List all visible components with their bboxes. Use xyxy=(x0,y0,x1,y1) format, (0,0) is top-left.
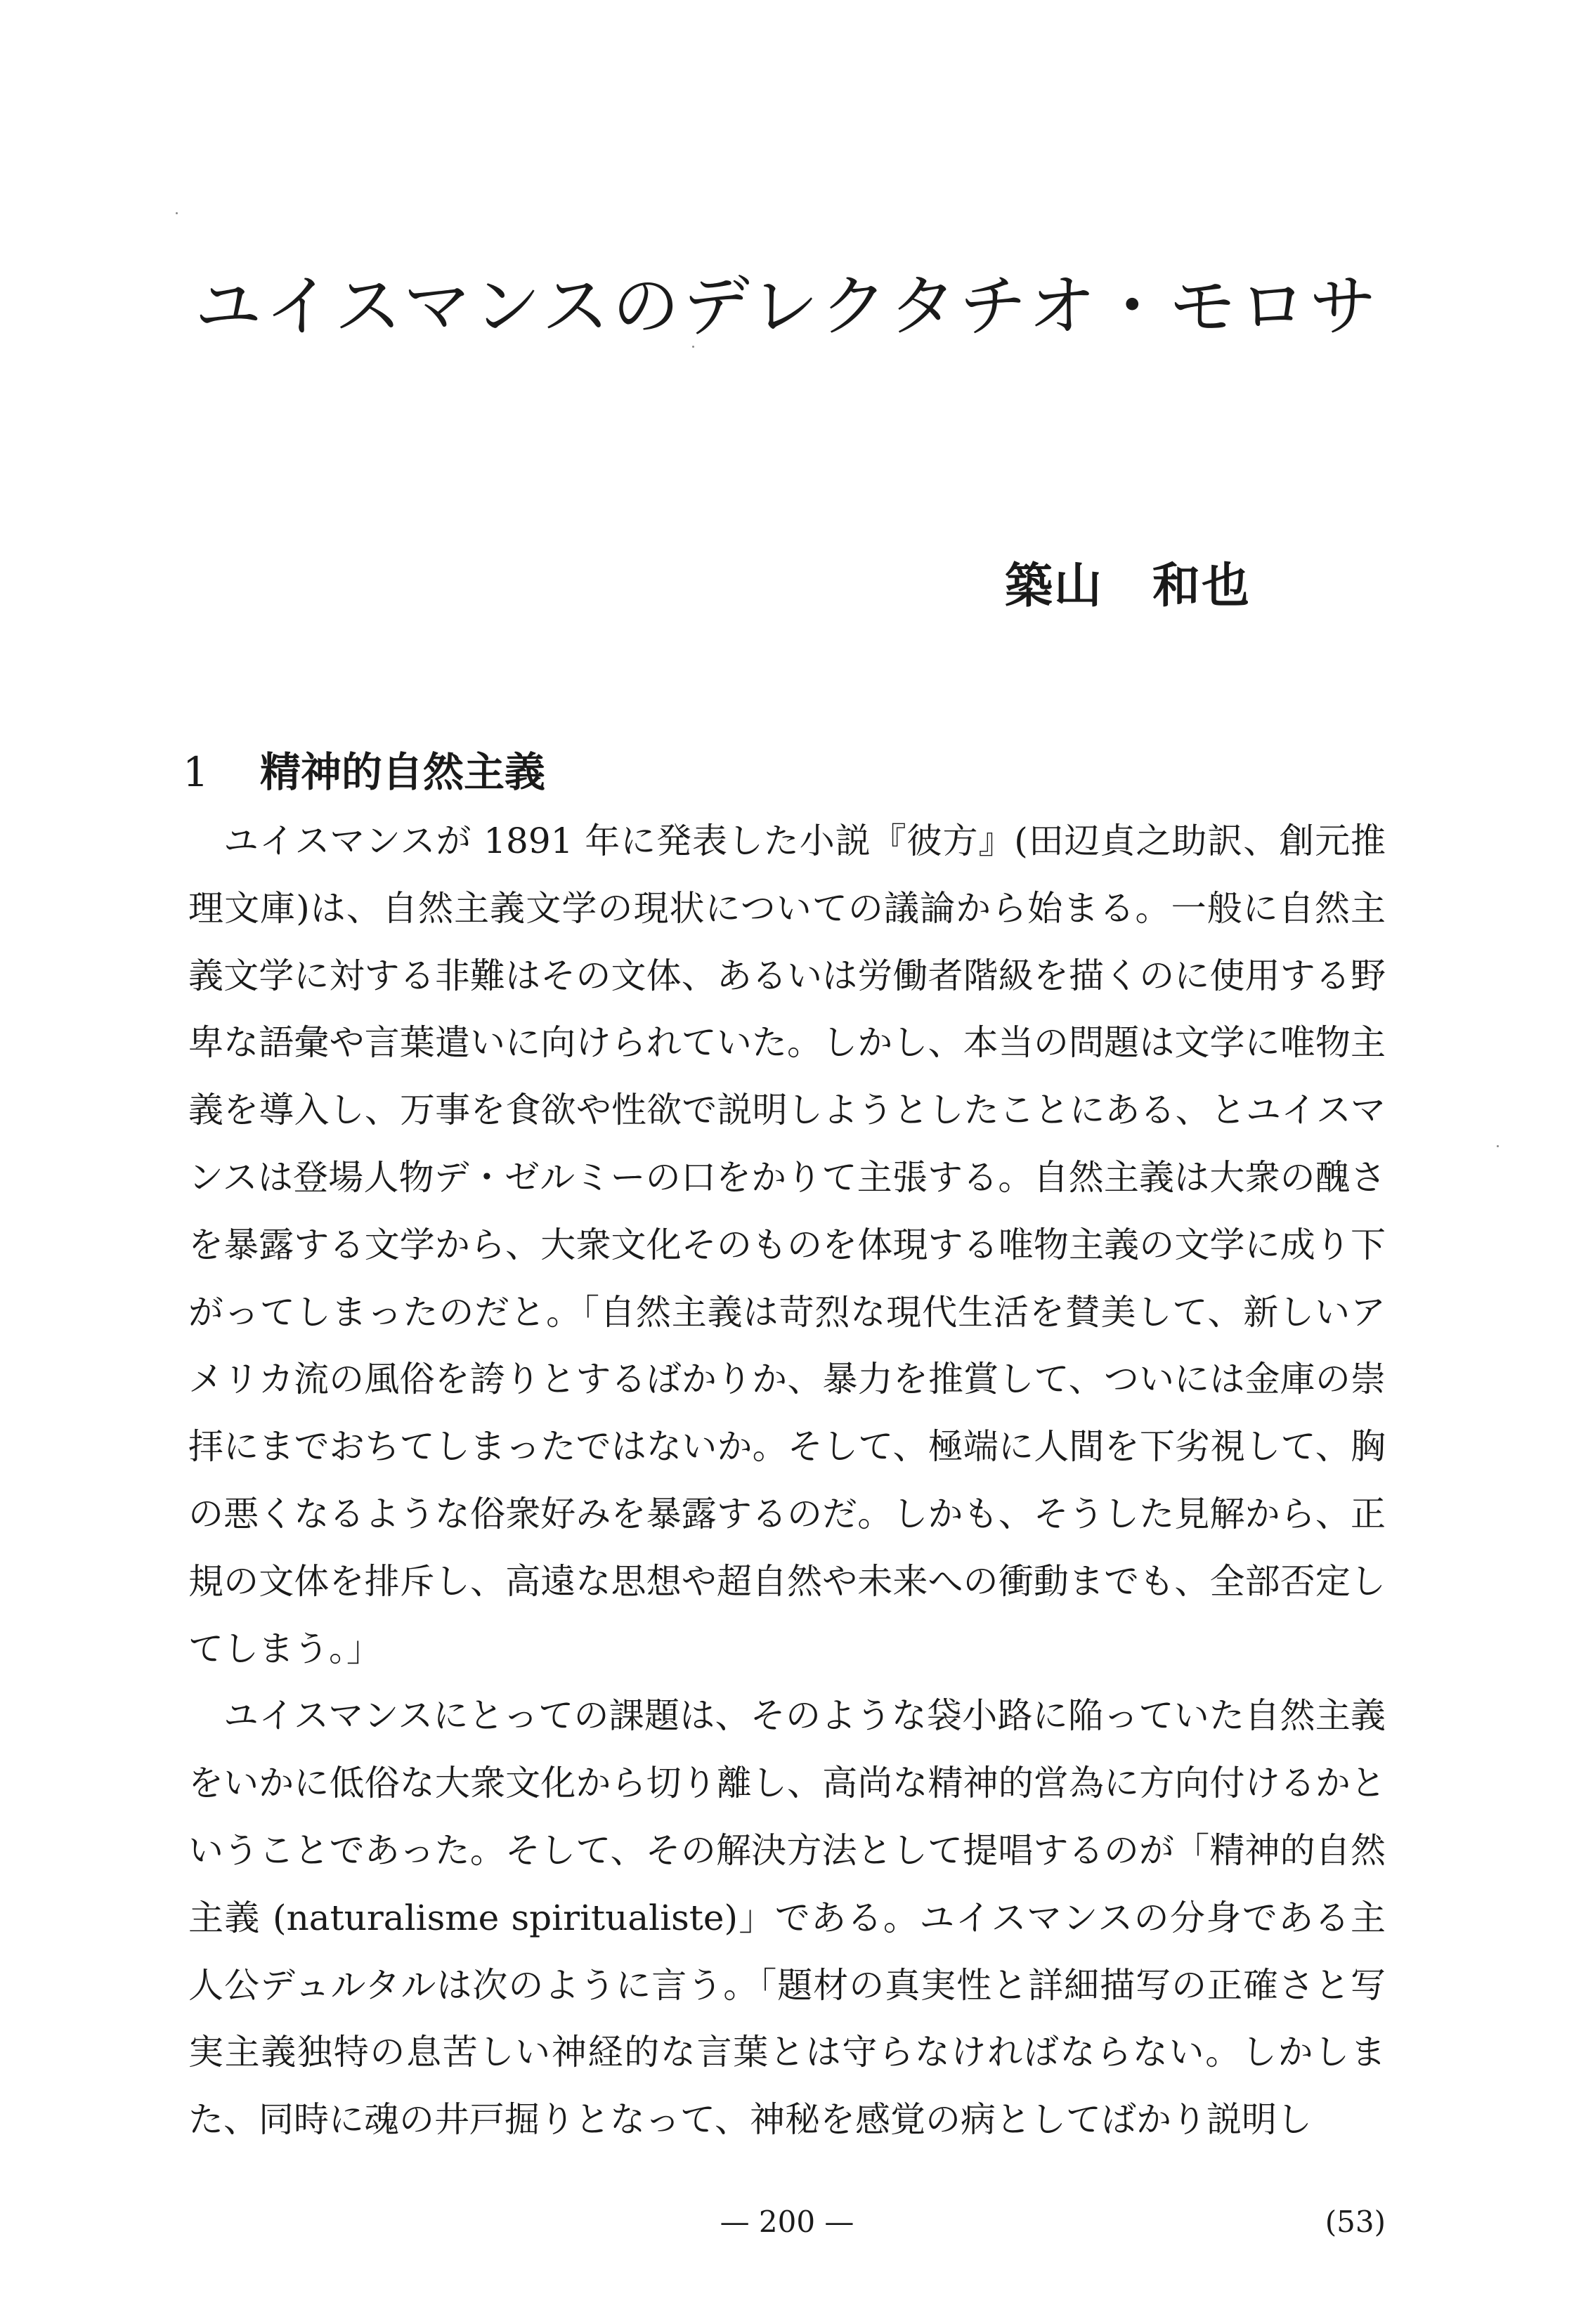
paragraph-2: ユイスマンスにとっての課題は、そのような袋小路に陥っていた自然主義をいかに低俗な大衆文化から切り離し、高尚な精神的営為に方向付けるかということであった。そして、その解決方法として提唱するのが「精神的自然主義 (naturalisme spiritualiste)」である。ユイスマンスの分身である主人公デュルタルは次のように言う。「題材の真実性と詳細描写の正確さと写実主義独特の息苦しい神経的な言葉とは守らなければならない。しかしまた、同時に魂の井戸掘りとなって、神秘を感覚の病としてばかり説明し xyxy=(188,1695,1386,2141)
scan-speck xyxy=(1497,1145,1499,1147)
page-number: — 200 — xyxy=(720,2205,854,2239)
section-title: 精神的自然主義 xyxy=(260,748,546,796)
author-family-name: 築山 xyxy=(1005,558,1104,614)
article-title: ユイスマンスのデレクタチオ・モロサ xyxy=(194,267,1380,346)
scan-speck xyxy=(176,212,178,214)
body-text xyxy=(188,808,1386,2154)
alt-page-number: (53) xyxy=(1325,2205,1386,2239)
section-number: 1 xyxy=(183,748,209,796)
author-name xyxy=(1005,548,1251,616)
author-given-name: 和也 xyxy=(1152,558,1251,614)
paragraph-1: ユイスマンスが 1891 年に発表した小説『彼方』(田辺貞之助訳、創元推理文庫)は、自然主義文学の現状についての議論から始まる。一般に自然主義文学に対する非難はその文体、あるいは労働者階級を描くのに使用する野卑な語彙や言葉遣いに向けられていた。しかし、本当の問題は文学に唯物主義を導入し、万事を食欲や性欲で説明しようとしたことにある、とユイスマンスは登場人物デ・ゼルミーの口をかりて主張する。自然主義は大衆の醜さを暴露する文学から、大衆文化そのものを体現する唯物主義の文学に成り下がってしまったのだと。「自然主義は苛烈な現代生活を賛美して、新しいアメリカ流の風俗を誇りとするばかりか、暴力を推賞して、ついには金庫の崇拝にまでおちてしまったではないか。そして、極端に人間を下劣視して、胸の悪くなるような俗衆好みを暴露するのだ。しかも、そうした見解から、正規の文体を排斥し、高遠な思想や超自然や未来への衝動までも、全部否定してしまう。」 xyxy=(188,821,1386,1669)
section-heading xyxy=(183,739,545,798)
scan-speck xyxy=(692,346,694,348)
